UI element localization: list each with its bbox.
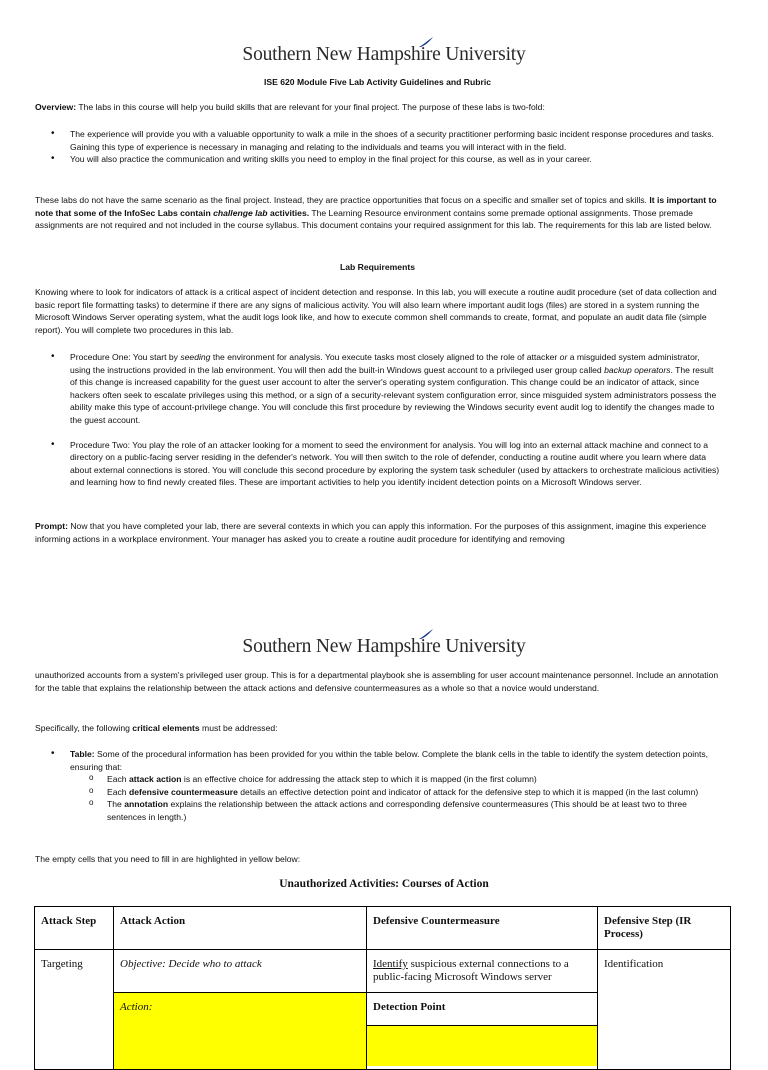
prompt-paragraph — [35, 520, 720, 545]
text-run: . The result of this change is increased capability for the guest user account to alter the server's operating system configuration. This change could be an indicator of attack, since hackers often seek to escalate privileges using this method, or a sign of a security-relevant system configuration error, since misguided system administrators possess the ability make this type of account-privilege change. You will conclude this first procedure by reviewing the Windows security event audit log to identify the changes made to the guest account. — [70, 364, 717, 425]
text-run: These labs do not have the same scenario as the final project. Instead, they are practice opportunities that focus on a specific and smaller set of topics and skills. — [35, 195, 650, 205]
text-run: or — [559, 352, 568, 362]
list-item — [35, 351, 720, 427]
text-run: The Learning Resource environment contains some premade optional assignments. Those premade assignments are not required and not included in the course syllabus. This document contains your required assignment for this lab. The requirements for this lab are listed below. — [35, 207, 712, 231]
table-header-cell: Attack Action — [114, 907, 367, 950]
attack-action-input-cell[interactable]: Action: — [114, 993, 367, 1070]
text-run: is an effective choice for addressing the attack step to which it is mapped (in the first column) — [181, 774, 537, 785]
list-item: • You will also practice the communication and writing skills you need to employ in the final project for this course, as well as in your career. — [35, 153, 720, 166]
table-cell: Objective: Decide who to attack — [114, 950, 367, 993]
text-run: Each — [107, 786, 129, 797]
table-cell — [367, 950, 598, 993]
detection-point-input-cell[interactable] — [367, 1026, 597, 1066]
table-cell: Targeting — [35, 950, 114, 1070]
list-item — [35, 786, 720, 799]
table-header-cell: Attack Step — [35, 907, 114, 950]
empty-cells-note: The empty cells that you need to fill in are highlighted in yellow below: — [35, 854, 301, 864]
text-run: must be addressed: — [199, 723, 278, 733]
lab-requirements-heading: Lab Requirements — [340, 262, 415, 272]
text-run: It is important to note that some of the InfoSec Labs contain — [35, 195, 717, 218]
text-run: explains the relationship between the attack actions and corresponding defensive countermeasures (This should be at least two to three sentences in length.) — [107, 799, 687, 822]
text-run: a misguided system administrator, using the instructions provided in the lab environment. You will then add the built-in Windows guest account to a privileged user group called — [70, 352, 700, 375]
university-logo — [0, 44, 768, 66]
table-header-row — [35, 907, 731, 950]
table-title: Unauthorized Activities: Courses of Action — [279, 878, 489, 890]
text-run: challenge lab — [213, 207, 268, 218]
text-run: attack action — [128, 774, 182, 785]
table-cell — [367, 993, 598, 1070]
table-header-cell: Defensive Countermeasure — [367, 907, 598, 950]
text-run: Table: — [70, 749, 95, 759]
courses-of-action-table — [34, 906, 731, 1070]
list-item: • Procedure Two: You play the role of an attacker looking for a moment to seed the environment for analysis. You will log into an external attack machine and connect to a directory on a public-facing server residing in the defender's network. You will then switch to the role of defender, conducting a routine audit where you learn where data about external connections is stored. You will conclude this second procedure by exploring the system task scheduler (used by attackers to orchestrate malicious activities) and learning how to find newly created files. These are important activities to help you identify incident detection points on a Microsoft Windows server. — [35, 439, 720, 489]
text-run: details an effective detection point and indicator of attack for the defensive step to which it is mapped (in the last column) — [237, 786, 699, 797]
overview-paragraph — [35, 101, 720, 114]
text-run: seeding — [180, 352, 211, 362]
text-run: annotation — [124, 799, 169, 810]
text-run: backup operators — [604, 364, 671, 375]
text-run: activities. — [267, 207, 310, 218]
lab-scope-paragraph — [35, 194, 720, 232]
university-logo — [0, 636, 768, 658]
document-title: ISE 620 Module Five Lab Activity Guidelines and Rubric — [264, 77, 491, 87]
list-item — [35, 773, 720, 786]
prompt-continuation: unauthorized accounts from a system's privileged user group. This is for a departmental playbook she is assembling for user account maintenance personnel. Include an annotation for the table that explains the relationship between the attack actions and defensive countermeasures as a whole so that a novice would understand. — [35, 670, 719, 693]
feather-logo-icon — [418, 628, 434, 640]
table-row — [35, 950, 731, 993]
list-item — [35, 798, 720, 823]
text-run: Identify — [373, 958, 408, 970]
list-item — [35, 748, 720, 773]
lab-requirements-paragraph: Knowing where to look for indicators of attack is a critical aspect of incident detection and response. In this lab, you will execute a routine audit procedure (set of data collection and basic report file formatting tasks) to determine if there are any signs of malicious activity. You will also learn where important audit logs (files) are stored in a system running the Microsoft Windows Server operating system, what the audit logs look like, and how to execute common shell commands to create, format, and populate an audit data file (simple report). You will complete two procedures in this lab. — [35, 287, 717, 335]
logo-text: Southern New Hampshire University — [242, 44, 526, 65]
detection-point-label: Detection Point — [367, 993, 597, 1026]
critical-elements-list — [35, 748, 720, 824]
text-run: suspicious external connections to a public-facing Microsoft Windows server — [373, 958, 569, 983]
text-run: The — [107, 799, 125, 810]
text-run: Procedure One: You start by — [70, 352, 181, 362]
critical-elements-line — [35, 722, 720, 735]
text-run: Now that you have completed your lab, there are several contexts in which you can apply this information. For the purposes of this assignment, imagine this experience informing actions in a workplace environment. Your manager has asked you to create a routine audit procedure for identifying and removing — [35, 521, 707, 544]
text-run: Each — [107, 774, 129, 785]
overview-label: Overview: — [35, 102, 77, 112]
feather-logo-icon — [418, 36, 434, 48]
logo-text: Southern New Hampshire University — [242, 636, 526, 657]
prompt-label: Prompt: — [35, 521, 68, 531]
table-cell: Identification — [598, 950, 731, 1070]
list-item: • The experience will provide you with a valuable opportunity to walk a mile in the shoes of a security practitioner performing basic incident response procedures and tasks. Gaining this type of experience is necessary in managing and relating to the individuals and teams you will interact with in the field. — [35, 128, 720, 153]
overview-bullets — [35, 128, 720, 166]
text-run: Some of the procedural information has been provided for you within the table below. Complete the blank cells in the table to identify the system detection points, ensuring that: — [70, 749, 709, 772]
overview-text: The labs in this course will help you build skills that are relevant for your final project. The purpose of these labs is two-fold: — [76, 102, 545, 112]
text-run: defensive countermeasure — [128, 786, 238, 797]
procedure-list — [35, 351, 720, 489]
text-run: critical elements — [132, 723, 200, 733]
table-header-cell: Defensive Step (IR Process) — [598, 907, 731, 950]
text-run: the environment for analysis. You execute tasks most closely aligned to the role of attacker — [210, 352, 560, 362]
text-run: Specifically, the following — [35, 723, 133, 733]
